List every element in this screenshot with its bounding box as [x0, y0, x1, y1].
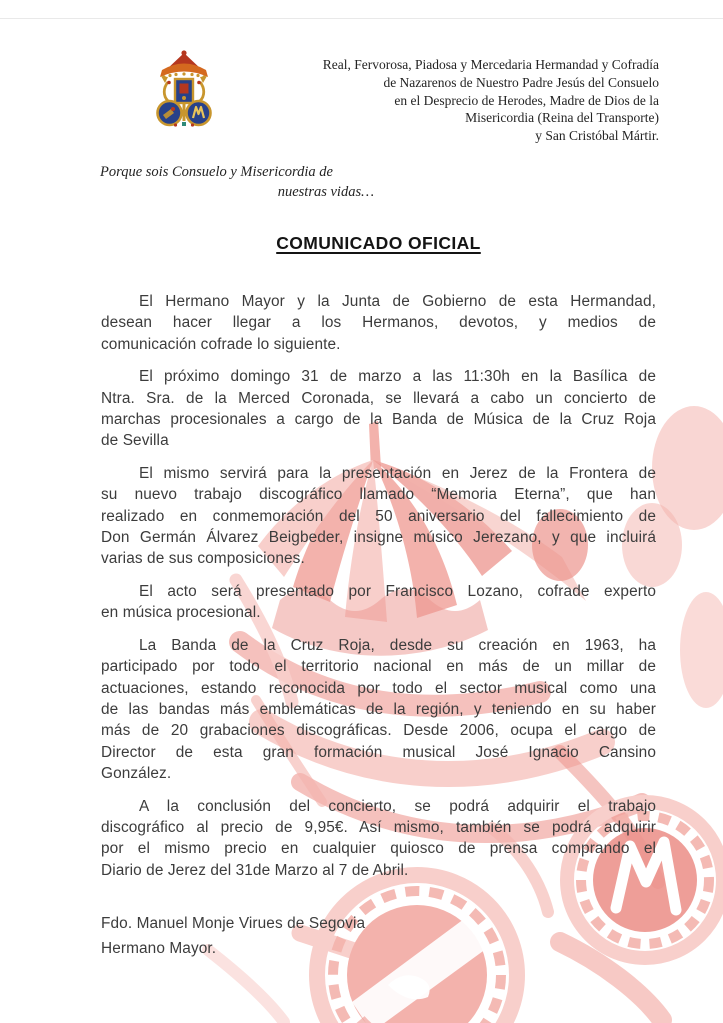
text-line: desean hacer llegar a los Hermanos, devotos, y medios de: [101, 314, 656, 332]
org-line: y San Cristóbal Mártir.: [535, 128, 659, 144]
text-line: participado por todo el territorio nacional en más de un millar de: [101, 658, 656, 676]
text-line: comunicación cofrade lo siguiente.: [101, 335, 341, 353]
text-line: El próximo domingo 31 de marzo a las 11:30h en la Basílica de: [139, 368, 656, 386]
org-line: en el Desprecio de Herodes, Madre de Dios de la: [394, 92, 659, 108]
org-line: Real, Fervorosa, Piadosa y Mercedaria Hermandad y Cofradía: [322, 57, 659, 72]
text-line: El Hermano Mayor y la Junta de Gobierno de esta Hermandad,: [139, 293, 656, 310]
text-line: varias de sus composiciones.: [101, 550, 305, 568]
paragraph: [101, 796, 656, 882]
text-line: su nuevo trabajo discográfico llamado “Memoria Eterna”, que han: [101, 486, 656, 504]
org-line: de Nazarenos de Nuestro Padre Jesús del Consuelo: [383, 74, 659, 90]
text-line: Ntra. Sra. de la Merced Coronada, se llevará a cabo un concierto de: [101, 389, 656, 407]
text-line: en música procesional.: [101, 604, 261, 622]
text-line: Director de esta gran formación musical José Ignacio Cansino: [101, 743, 656, 761]
text-line: más de 20 grabaciones discográficas. Desde 2006, ocupa el cargo de: [101, 722, 656, 740]
text-line: A la conclusión del concierto, se podrá adquirir el trabajo: [139, 797, 656, 815]
text-line: actuaciones, estando reconocida por todo el sector musical como una: [101, 679, 656, 697]
motto-line-1: Porque sois Consuelo y Misericordia de: [100, 164, 333, 180]
body-text: [101, 291, 656, 892]
text-line: realizado en conmemoración del 50 aniversario del fallecimiento de: [101, 507, 656, 525]
motto-line-2: nuestras vidas…: [277, 184, 374, 200]
signature: [101, 911, 365, 961]
motto: [100, 162, 374, 202]
page-title: COMUNICADO OFICIAL: [276, 233, 481, 253]
text-line: González.: [101, 765, 172, 783]
org-line: Misericordia (Reina del Transporte): [465, 110, 659, 126]
text-line: discográfico al precio de 9,95€. Así mismo, también se podrá adquirir: [101, 818, 656, 836]
paragraph: [101, 635, 656, 785]
paragraph: [101, 581, 656, 624]
text-line: de las bandas más emblemáticas de la región, y teniendo en su haber: [101, 700, 656, 718]
signature-role: Hermano Mayor.: [101, 940, 217, 957]
text-line: Don Germán Álvarez Beigbeder, insigne músico Jerezano, y que incluirá: [101, 529, 656, 547]
text-line: de Sevilla: [101, 432, 169, 450]
text-line: marchas procesionales a cargo de la Banda de Música de la Cruz Roja: [101, 411, 656, 429]
text-line: Diario de Jerez del 31de Marzo al 7 de Abril.: [101, 861, 409, 879]
paragraph: [101, 366, 656, 452]
text-line: El mismo servirá para la presentación en Jerez de la Frontera de: [139, 464, 656, 482]
text-line: El acto será presentado por Francisco Lozano, cofrade experto: [139, 582, 656, 600]
paragraph: [101, 291, 656, 355]
text-line: por el mismo precio en cualquier quiosco de prensa comprando el: [101, 840, 656, 858]
paragraph: [101, 463, 656, 570]
signature-name: Fdo. Manuel Monje Virues de Segovia: [101, 915, 366, 932]
brotherhood-crest-logo: [153, 49, 215, 129]
organization-name: [239, 56, 659, 145]
text-line: La Banda de la Cruz Roja, desde su creación en 1963, ha: [139, 636, 656, 654]
